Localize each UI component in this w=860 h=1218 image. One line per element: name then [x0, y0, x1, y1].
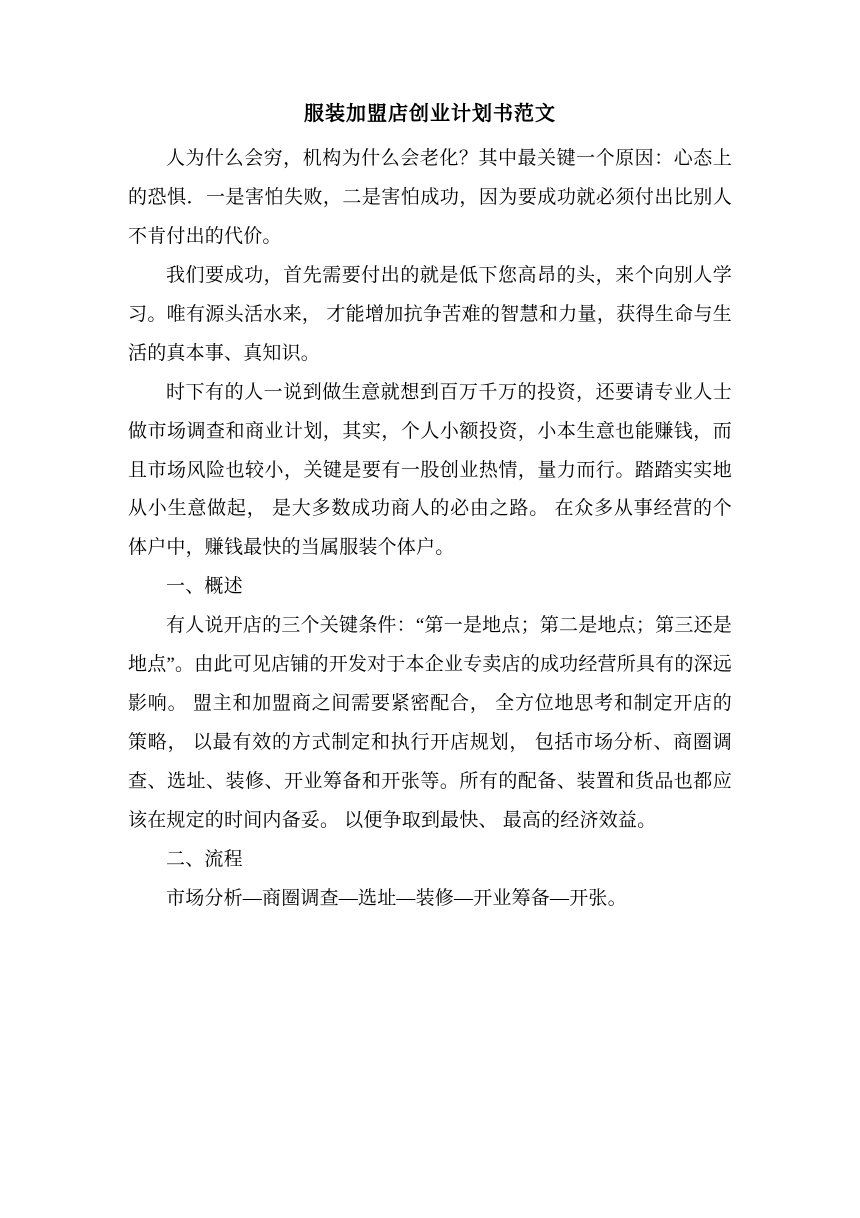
paragraph-1: 人为什么会穷，机构为什么会老化？其中最关键一个原因：心态上的恐惧．一是害怕失败，二是害怕成功，因为要成功就必须付出比别人不肯付出的代价。 [128, 148, 732, 247]
section-heading-process: 二、流程 [166, 848, 243, 870]
paragraph-3: 时下有的人一说到做生意就想到百万千万的投资，还要请专业人士做市场调查和商业计划，其实，个人小额投资，小本生意也能赚钱，而且市场风险也较小，关键是要有一股创业热情，量力而行。踏踏实实地从小生意做起， 是大多数成功商人的必由之路。 在众多从事经营的个体户中，赚钱最快的当属服装个体户。 [128, 381, 732, 559]
paragraph-5: 市场分析—商圈调查—选址—装修—开业筹备—开张。 [166, 887, 627, 909]
paragraph-2: 我们要成功，首先需要付出的就是低下您高昂的头，来个向别人学习。唯有源头活水来， 才能增加抗争苦难的智慧和力量，获得生命与生活的真本事、真知识。 [128, 264, 732, 364]
paragraph-4: 有人说开店的三个关键条件：“第一是地点；第二是地点；第三还是地点”。由此可见店铺的开发对于本企业专卖店的成功经营所具有的深远影响。 盟主和加盟商之间需要紧密配合， 全方位地思考和制定开店的策略， 以最有效的方式制定和执行开店规划， 包括市场分析、商圈调查、选址、装修、开业筹备和开张等。所有的配备、装置和货品也都应该在规定的时间内备妥。 以便争取到最快、 最高的经济效益。 [128, 615, 732, 831]
section-heading-overview: 一、概述 [166, 576, 243, 598]
page-title: 服装加盟店创业计划书范文 [304, 103, 556, 125]
